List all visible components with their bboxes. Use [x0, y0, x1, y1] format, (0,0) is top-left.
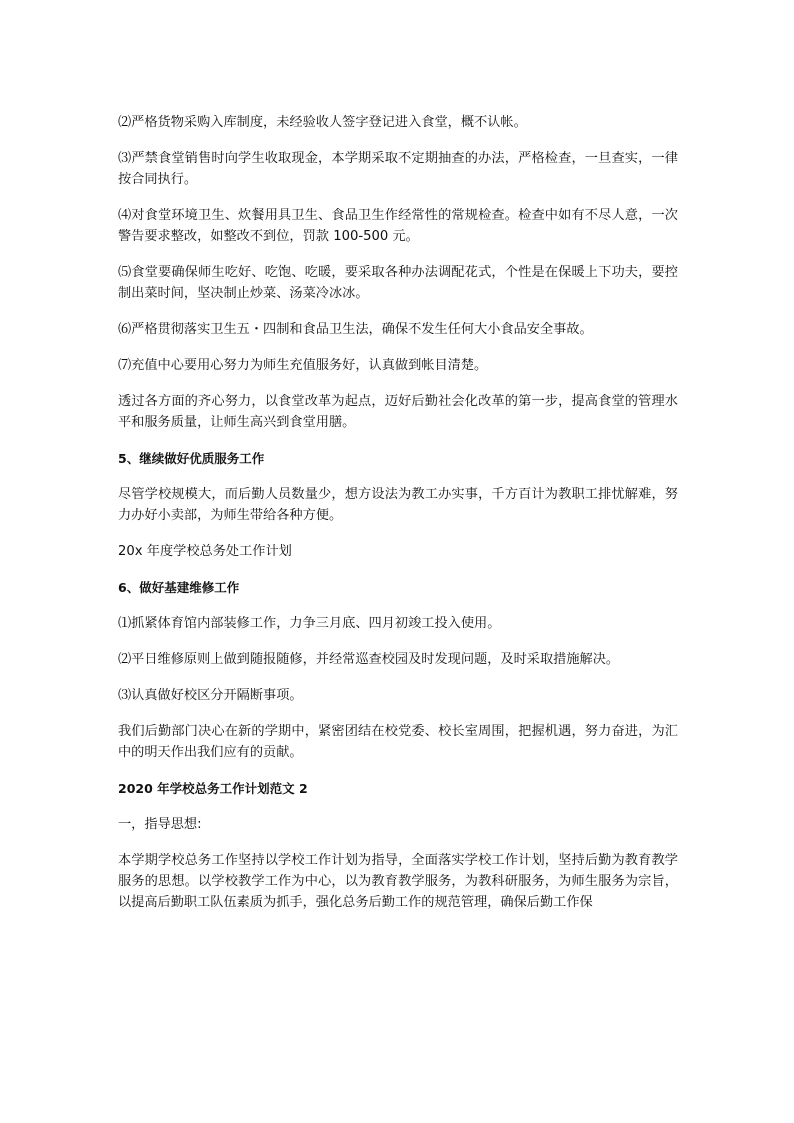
section-heading-maintenance: 6、做好基建维修工作 — [118, 580, 240, 595]
paragraph-maintenance-1: ⑴抓紧体育馆内部装修工作，力争三月底、四月初竣工投入使用。 — [118, 616, 501, 631]
paragraph-item-4: ⑷对食堂环境卫生、炊餐用具卫生、食品卫生作经常性的常规检查。检查中如有不尽人意，一次警告要求整改，如整改不到位，罚款 100-500 元。 — [118, 208, 678, 244]
paragraph-conclusion: 我们后勤部门决心在新的学期中，紧密团结在校党委、校长室周围，把握机遇，努力奋进，为汇中的明天作出我们应有的贡献。 — [118, 724, 678, 760]
paragraph-item-5: ⑸食堂要确保师生吃好、吃饱、吃暖，要采取各种办法调配花式，个性是在保暖上下功夫，要控制出菜时间，坚决制止炒菜、汤菜冷冰冰。 — [118, 265, 678, 301]
paragraph-maintenance-3: ⑶认真做好校区分开隔断事项。 — [118, 688, 303, 703]
paragraph-plan-title: 20x 年度学校总务处工作计划 — [118, 544, 292, 559]
document-page — [118, 112, 678, 928]
paragraph-summary: 透过各方面的齐心努力，以食堂改革为起点，迈好后勤社会化改革的第一步，提高食堂的管理水平和服务质量，让师生高兴到食堂用膳。 — [118, 394, 678, 430]
paragraph-maintenance-2: ⑵平日维修原则上做到随报随修，并经常巡查校园及时发现问题，及时采取措施解决。 — [118, 652, 620, 667]
section-heading-service: 5、继续做好优质服务工作 — [118, 451, 265, 466]
document-subtitle: 2020 年学校总务工作计划范文 2 — [118, 781, 308, 796]
paragraph-item-6: ⑹严格贯彻落实卫生五・四制和食品卫生法，确保不发生任何大小食品安全事故。 — [118, 322, 593, 337]
paragraph-item-7: ⑺充值中心要用心努力为师生充值服务好，认真做到帐目清楚。 — [118, 358, 488, 373]
section-heading-guiding-thought: 一，指导思想: — [118, 817, 202, 832]
paragraph-service: 尽管学校规模大，而后勤人员数量少，想方设法为教工办实事，千方百计为教职工排忧解难，努力办好小卖部，为师生带给各种方便。 — [118, 487, 678, 523]
paragraph-item-2: ⑵严格货物采购入库制度，未经验收人签字登记进入食堂，概不认帐。 — [118, 115, 527, 130]
paragraph-guiding-thought: 本学期学校总务工作坚持以学校工作计划为指导，全面落实学校工作计划，坚持后勤为教育教学服务的思想。以学校教学工作为中心，以为教育教学服务，为教科研服务，为师生服务为宗旨，以提高后勤职工队伍素质为抓手，强化总务后勤工作的规范管理，确保后勤工作保 — [118, 853, 678, 910]
paragraph-item-3: ⑶严禁食堂销售时向学生收取现金，本学期采取不定期抽查的办法，严格检查，一旦查实，一律按合同执行。 — [118, 151, 678, 187]
